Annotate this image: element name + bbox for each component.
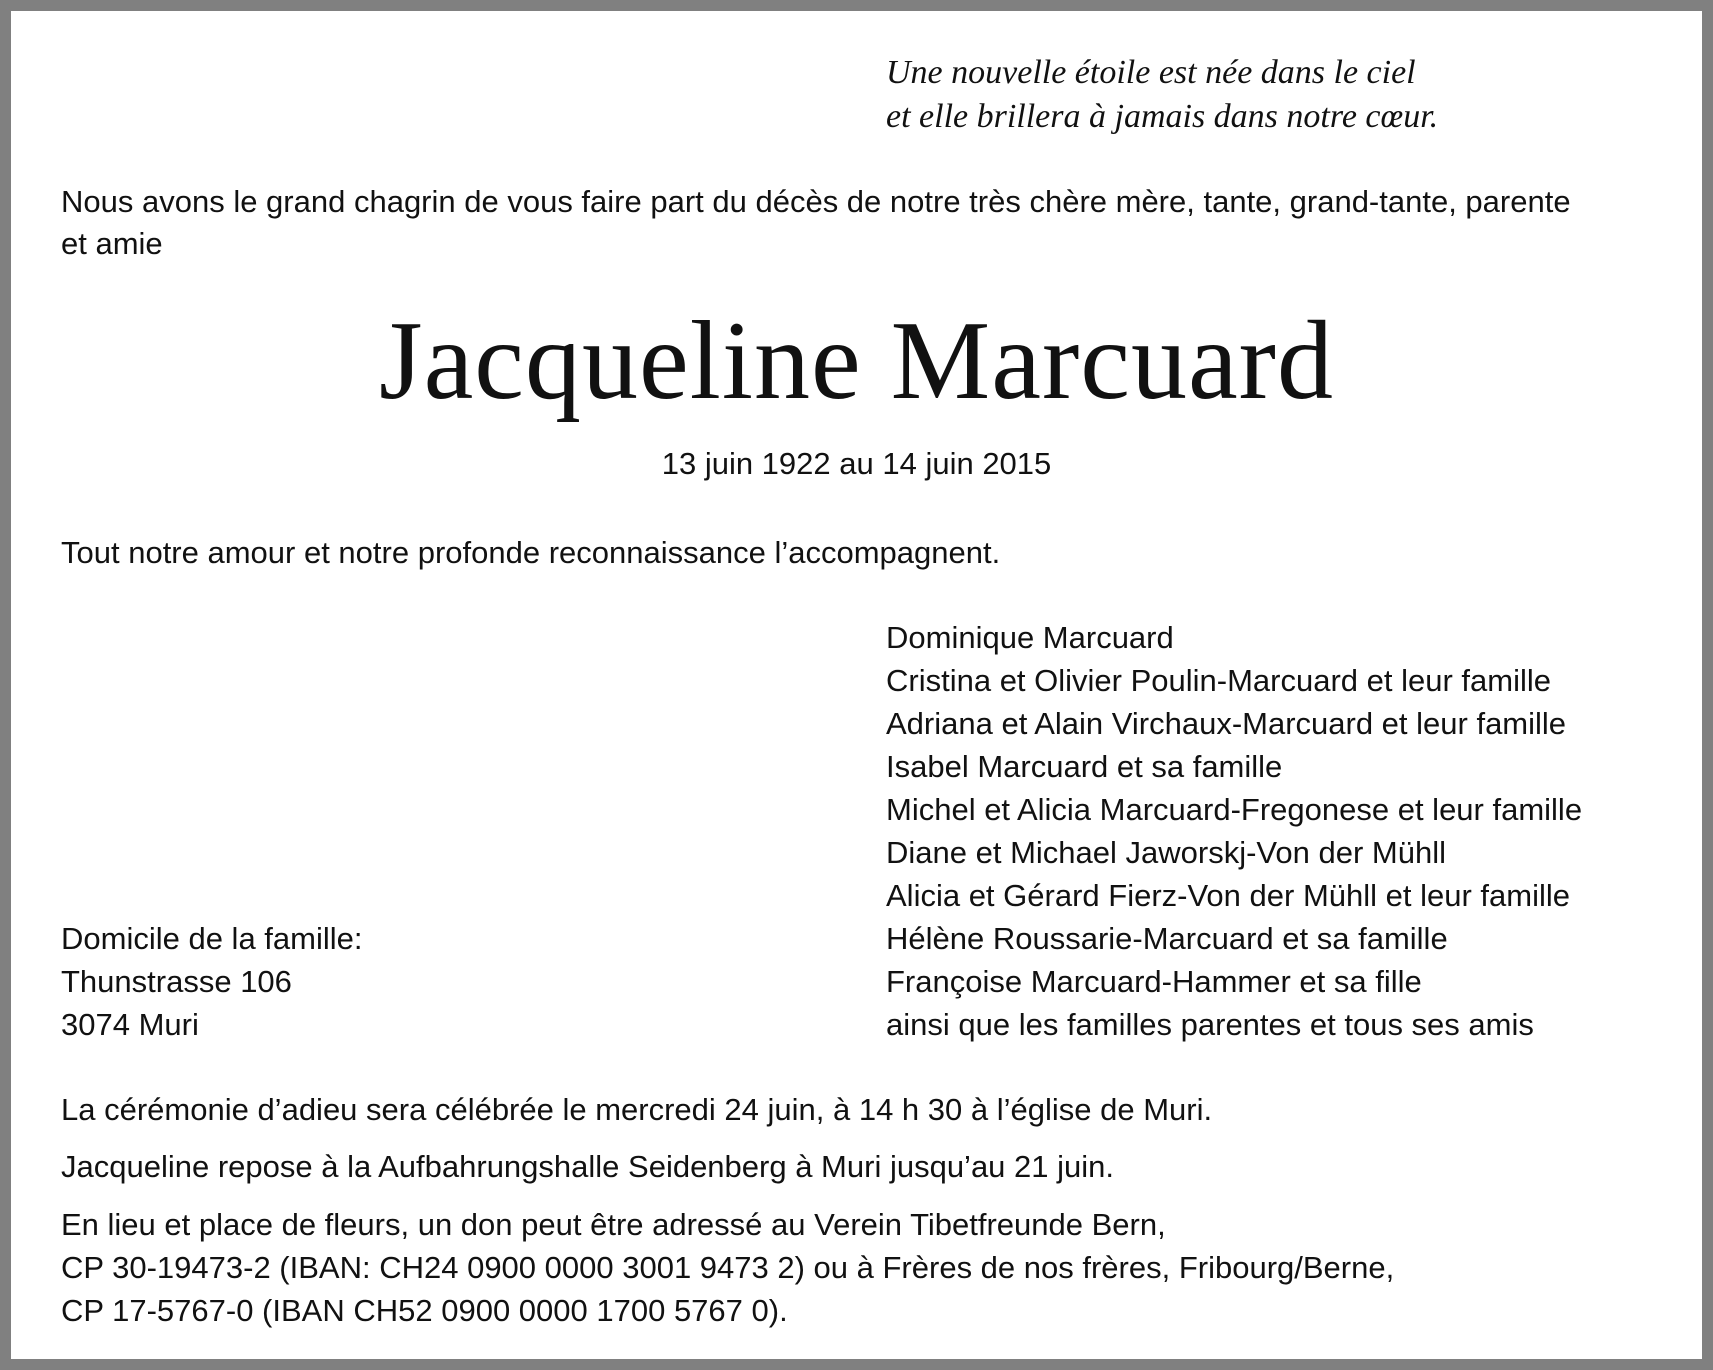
repose-info: Jacqueline repose à la Aufbahrungshalle Seidenberg à Muri jusqu’au 21 juin. [61, 1149, 1115, 1184]
donation-info [61, 1203, 1394, 1332]
family-list [886, 616, 1582, 1046]
deceased-name: Jacqueline Marcuard [379, 299, 1334, 423]
ceremony-info: La cérémonie d’adieu sera célébrée le mercredi 24 juin, à 14 h 30 à l’église de Muri. [61, 1092, 1213, 1127]
family-member: Michel et Alicia Marcuard-Fregonese et leur famille [886, 792, 1583, 827]
domicile-city: 3074 Muri [61, 1007, 199, 1042]
family-member: ainsi que les familles parentes et tous ses amis [886, 1007, 1534, 1042]
donation-line-3: CP 17-5767-0 (IBAN CH52 0900 0000 1700 5767 0). [61, 1293, 788, 1328]
intro-line-1: Nous avons le grand chagrin de vous faire part du décès de notre très chère mère, tante, grand-tante, parente [61, 184, 1571, 219]
intro-paragraph [61, 181, 1571, 265]
epigraph-line-2: et elle brillera à jamais dans notre cœur. [886, 98, 1439, 135]
epigraph-line-1: Une nouvelle étoile est née dans le ciel [886, 54, 1416, 91]
life-dates: 13 juin 1922 au 14 juin 2015 [661, 446, 1052, 481]
family-member: Dominique Marcuard [886, 620, 1174, 655]
family-member: Alicia et Gérard Fierz-Von der Mühll et leur famille [886, 878, 1570, 913]
donation-line-2: CP 30-19473-2 (IBAN: CH24 0900 0000 3001 9473 2) ou à Frères de nos frères, Fribourg/Berne, [61, 1250, 1395, 1285]
donation-line-1: En lieu et place de fleurs, un don peut être adressé au Verein Tibetfreunde Bern, [61, 1207, 1166, 1242]
intro-line-2: et amie [61, 226, 163, 261]
family-domicile [61, 917, 363, 1046]
domicile-street: Thunstrasse 106 [61, 964, 292, 999]
family-member: Françoise Marcuard-Hammer et sa fille [886, 964, 1422, 999]
epigraph [886, 51, 1438, 139]
family-member: Hélène Roussarie-Marcuard et sa famille [886, 921, 1448, 956]
family-member: Diane et Michael Jaworskj-Von der Mühll [886, 835, 1446, 870]
family-member: Cristina et Olivier Poulin-Marcuard et leur famille [886, 663, 1552, 698]
domicile-label: Domicile de la famille: [61, 921, 363, 956]
family-member: Adriana et Alain Virchaux-Marcuard et leur famille [886, 706, 1567, 741]
obituary-notice [11, 11, 1702, 1359]
tribute-text: Tout notre amour et notre profonde reconnaissance l’accompagnent. [61, 535, 1001, 570]
family-member: Isabel Marcuard et sa famille [886, 749, 1283, 784]
